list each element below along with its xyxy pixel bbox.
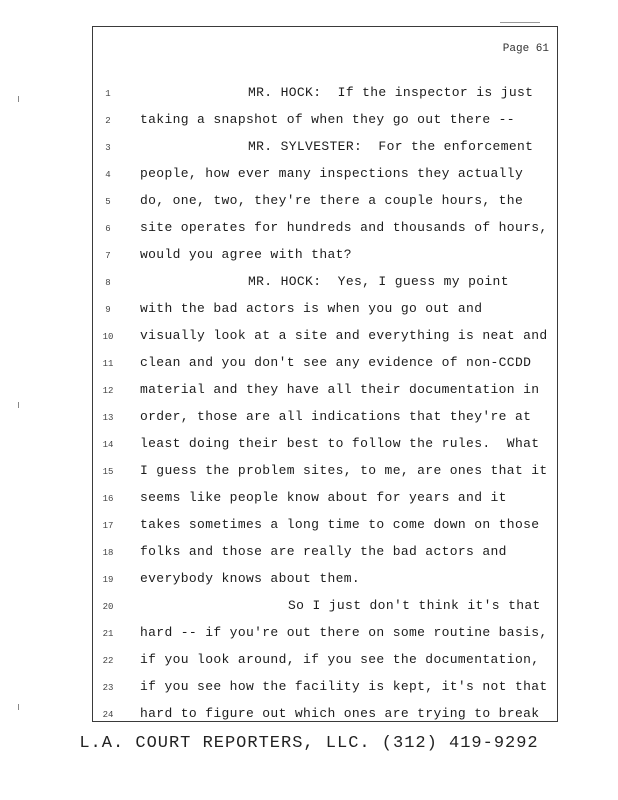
margin-mark bbox=[18, 402, 19, 408]
line-number: 2 bbox=[105, 116, 111, 126]
line-text: MR. HOCK: Yes, I guess my point bbox=[248, 274, 509, 289]
line-text: folks and those are really the bad actors and bbox=[140, 544, 507, 559]
transcript-line bbox=[93, 409, 557, 436]
transcript-line bbox=[93, 193, 557, 220]
transcript-line bbox=[93, 598, 557, 625]
line-number: 3 bbox=[105, 143, 111, 153]
line-number: 13 bbox=[102, 413, 114, 423]
line-number: 10 bbox=[102, 332, 114, 342]
line-number: 6 bbox=[105, 224, 111, 234]
line-text: So I just don't think it's that bbox=[288, 598, 541, 613]
line-number: 7 bbox=[105, 251, 111, 261]
line-text: seems like people know about for years and it bbox=[140, 490, 507, 505]
line-text: hard -- if you're out there on some routine basis, bbox=[140, 625, 548, 640]
line-number: 22 bbox=[102, 656, 114, 666]
line-number: 5 bbox=[105, 197, 111, 207]
line-text: with the bad actors is when you go out and bbox=[140, 301, 483, 316]
line-number: 11 bbox=[102, 359, 114, 369]
line-text: people, how ever many inspections they actually bbox=[140, 166, 524, 181]
line-text: material and they have all their documentation in bbox=[140, 382, 540, 397]
transcript-line bbox=[93, 652, 557, 679]
transcript-line bbox=[93, 85, 557, 112]
transcript-line bbox=[93, 301, 557, 328]
line-number: 20 bbox=[102, 602, 114, 612]
line-number: 9 bbox=[105, 305, 111, 315]
transcript-line bbox=[93, 220, 557, 247]
line-number: 15 bbox=[102, 467, 114, 477]
line-text: takes sometimes a long time to come down on those bbox=[140, 517, 540, 532]
transcript-line bbox=[93, 166, 557, 193]
transcript-line bbox=[93, 571, 557, 598]
transcript-line bbox=[93, 544, 557, 571]
margin-mark bbox=[18, 704, 19, 710]
margin-mark bbox=[18, 96, 19, 102]
page-number: Page 61 bbox=[502, 43, 549, 55]
line-text: site operates for hundreds and thousands of hours, bbox=[140, 220, 548, 235]
line-text: clean and you don't see any evidence of non-CCDD bbox=[140, 355, 532, 370]
line-text: everybody knows about them. bbox=[140, 571, 361, 586]
line-text: MR. HOCK: If the inspector is just bbox=[248, 85, 534, 100]
line-number: 17 bbox=[102, 521, 114, 531]
transcript-line bbox=[93, 382, 557, 409]
transcript-line bbox=[93, 490, 557, 517]
transcript-line bbox=[93, 463, 557, 490]
transcript-page bbox=[92, 26, 558, 722]
transcript-line bbox=[93, 625, 557, 652]
line-text: order, those are all indications that they're at bbox=[140, 409, 532, 424]
transcript-line bbox=[93, 112, 557, 139]
scan-mark bbox=[500, 22, 540, 23]
transcript-line bbox=[93, 355, 557, 382]
line-text: if you see how the facility is kept, it's not that bbox=[140, 679, 548, 694]
transcript-line bbox=[93, 517, 557, 544]
line-number: 4 bbox=[105, 170, 111, 180]
line-number: 18 bbox=[102, 548, 114, 558]
transcript-line bbox=[93, 328, 557, 355]
transcript-line bbox=[93, 139, 557, 166]
court-reporter-footer: L.A. COURT REPORTERS, LLC. (312) 419-9292 bbox=[79, 734, 539, 753]
line-text: would you agree with that? bbox=[140, 247, 352, 262]
line-number: 14 bbox=[102, 440, 114, 450]
line-number: 23 bbox=[102, 683, 114, 693]
transcript-line bbox=[93, 706, 557, 733]
line-number: 24 bbox=[102, 710, 114, 720]
transcript-line bbox=[93, 274, 557, 301]
transcript-line bbox=[93, 436, 557, 463]
line-text: do, one, two, they're there a couple hours, the bbox=[140, 193, 524, 208]
line-number: 21 bbox=[102, 629, 114, 639]
line-number: 8 bbox=[105, 278, 111, 288]
line-text: if you look around, if you see the documentation, bbox=[140, 652, 540, 667]
transcript-line bbox=[93, 247, 557, 274]
line-text: MR. SYLVESTER: For the enforcement bbox=[248, 139, 534, 154]
line-text: taking a snapshot of when they go out there -- bbox=[140, 112, 515, 127]
line-number: 16 bbox=[102, 494, 114, 504]
transcript-line bbox=[93, 679, 557, 706]
line-text: hard to figure out which ones are trying to break bbox=[140, 706, 540, 721]
line-text: least doing their best to follow the rules. What bbox=[140, 436, 540, 451]
line-number: 19 bbox=[102, 575, 114, 585]
line-text: I guess the problem sites, to me, are ones that it bbox=[140, 463, 548, 478]
line-number: 12 bbox=[102, 386, 114, 396]
line-number: 1 bbox=[105, 89, 111, 99]
line-text: visually look at a site and everything is neat and bbox=[140, 328, 548, 343]
